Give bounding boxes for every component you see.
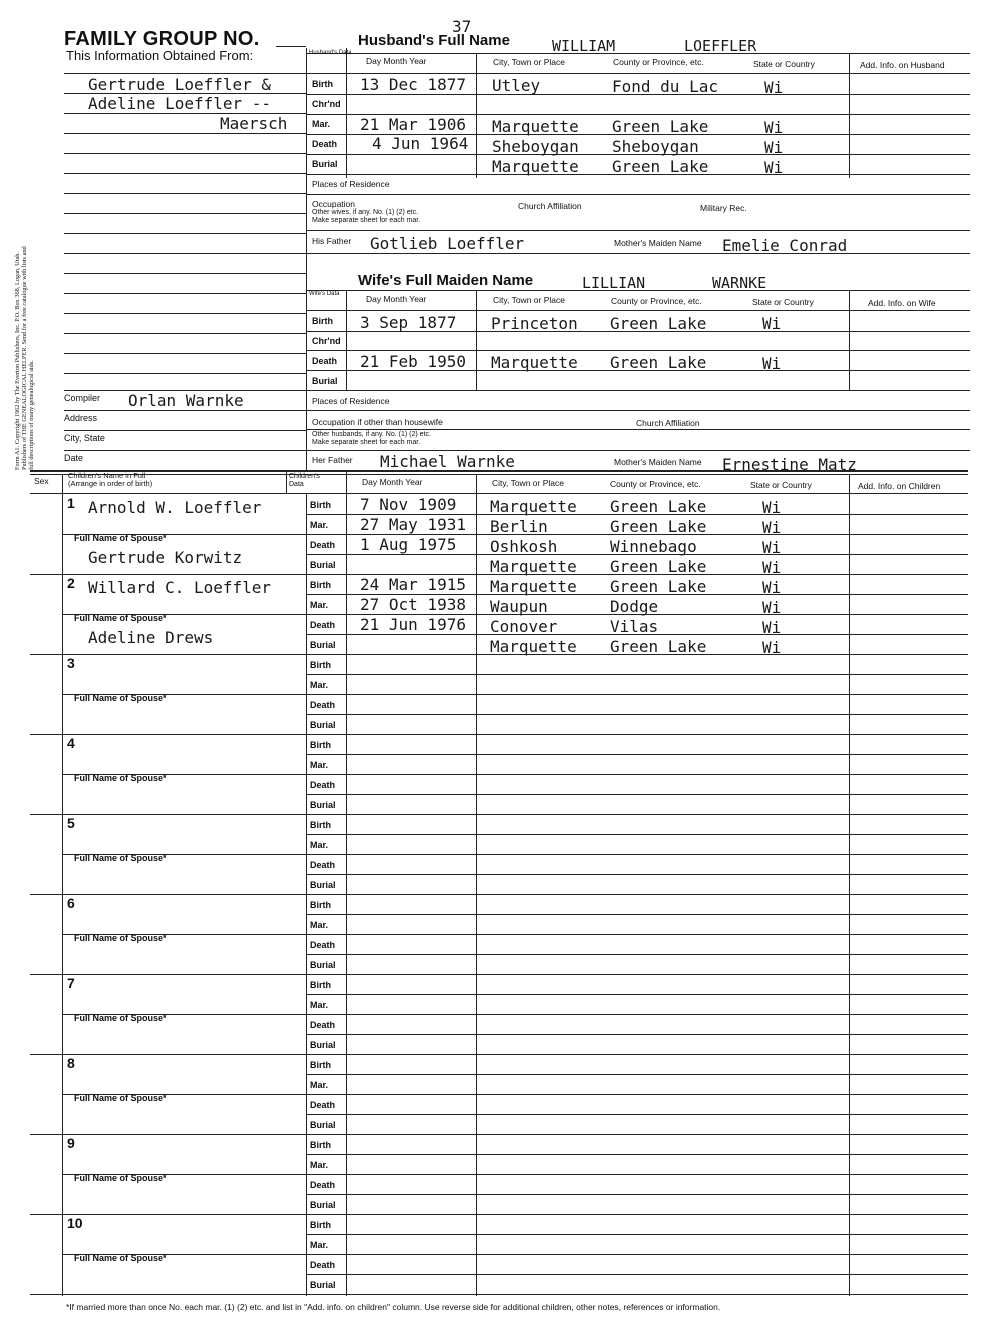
child-death-label: Death [310,780,336,790]
child-number: 9 [67,1135,75,1151]
wife-data-label: Wife's Data [309,291,340,297]
child-row-line [306,794,968,795]
add-children-header: Add. Info. on Children [858,481,941,491]
child-death-date: 1 Aug 1975 [360,535,457,554]
husband-data-label: Husband's Data [309,50,352,56]
child-marriage-city: Waupun [490,597,548,616]
husband-death-county: Sheboygan [612,137,699,156]
wife-birth-label: Birth [312,316,333,326]
child-death-label: Death [310,620,336,630]
child-sex-divider [30,1054,62,1055]
child-marriage-county: Green Lake [610,517,707,536]
husband-mar-county: Green Lake [612,117,709,136]
child-marriage-label: Mar. [310,600,329,610]
child-spouse-label: Full Name of Spouse* [74,613,167,623]
child-marriage-date: 27 May 1931 [360,515,466,534]
child-burial-label: Burial [310,800,336,810]
wife-birth-state: Wi [762,314,782,333]
child-row-line [306,774,968,775]
child-row-line [306,674,968,675]
wife-name-label: Wife's Full Maiden Name [358,272,534,289]
child-spouse-label: Full Name of Spouse* [74,693,167,703]
footnote: *If married more than once No. each mar. (1) (2) etc. and list in "Add. info. on children" column. Use reverse side for additional children, other notes, references or information. [66,1302,721,1312]
child-number: 1 [67,495,75,511]
child-block-divider [62,574,306,575]
his-father-label: His Father [312,236,352,246]
child-spouse-label: Full Name of Spouse* [74,1253,167,1263]
child-birth-label: Birth [310,1140,331,1150]
state-header: State or Country [753,59,815,69]
husband-death-state: Wi [764,138,784,157]
child-birth-date: 24 Mar 1915 [360,575,466,594]
add-wife-header: Add. Info. on Wife [868,298,936,308]
child-number: 3 [67,655,75,671]
wife-last-name: WARNKE [712,274,767,292]
child-birth-label: Birth [310,820,331,830]
info-from-label: This Information Obtained From: [66,48,254,63]
page-number: 37 [452,17,472,36]
wife-occupation-label: Occupation if other than housewife [312,417,443,427]
wife-chrnd-label: Chr'nd [312,336,341,346]
child-row-line [306,834,968,835]
child-birth-label: Birth [310,1060,331,1070]
child-row-line [306,914,968,915]
child-burial-city: Marquette [490,557,577,576]
child-marriage-label: Mar. [310,840,329,850]
children-data-label: Children's Data [289,473,320,488]
compiler-name: Orlan Warnke [128,391,244,410]
child-death-label: Death [310,1180,336,1190]
child-marriage-label: Mar. [310,680,329,690]
other-husbands-label: Other husbands, if any. No. (1) (2) etc. [312,431,431,438]
child-row-line [306,854,968,855]
wife-birth-county: Green Lake [610,314,707,333]
husband-church-label: Church Affiliation [518,201,582,211]
child-block-divider [62,654,306,655]
wife-dmy-header: Day Month Year [366,294,427,304]
child-row-line [306,1034,968,1035]
child-block-divider [62,1214,306,1215]
child-burial-label: Burial [310,720,336,730]
child-death-county: Winnebago [610,537,697,556]
husband-mar-state: Wi [764,118,784,137]
husband-mar-city: Marquette [492,117,579,136]
child-birth-county: Green Lake [610,497,707,516]
child-death-label: Death [310,700,336,710]
child-death-label: Death [310,540,336,550]
child-row-line [306,1174,968,1175]
husband-death-city: Sheboygan [492,137,579,156]
child-row-line [306,1294,968,1295]
husband-death-date: 4 Jun 1964 [372,134,469,153]
child-burial-label: Burial [310,640,336,650]
child-spouse-label: Full Name of Spouse* [74,1093,167,1103]
wife-death-state: Wi [762,354,782,373]
child-birth-state: Wi [762,498,782,517]
husband-name-label: Husband's Full Name [358,32,510,49]
source-line-2: Adeline Loeffler -- [88,94,272,113]
child-death-label: Death [310,1020,336,1030]
child-death-city: Conover [490,617,558,636]
child-row-line [306,874,968,875]
child-death-state: Wi [762,618,782,637]
city-header: City, Town or Place [493,57,565,67]
wife-birth-date: 3 Sep 1877 [360,313,457,332]
form-title: FAMILY GROUP NO. [64,28,260,50]
his-mother-label: Mother's Maiden Name [614,238,702,248]
child-sex-divider [30,1134,62,1135]
husband-first-name: WILLIAM [552,37,616,55]
child-row-line [306,1214,968,1215]
child-block-divider [62,1294,306,1295]
child-block-divider [62,974,306,975]
child-death-label: Death [310,860,336,870]
child-sex-divider [30,574,62,575]
child-block-divider [62,1134,306,1135]
child-burial-state: Wi [762,638,782,657]
husband-burial-label: Burial [312,159,338,169]
child-burial-label: Burial [310,880,336,890]
child-number: 6 [67,895,75,911]
child-row-line [306,1154,968,1155]
child-marriage-date: 27 Oct 1938 [360,595,466,614]
source-line-3: Maersch [220,114,288,133]
child-spouse-label: Full Name of Spouse* [74,773,167,783]
child-number: 8 [67,1055,75,1071]
child-number: 10 [67,1215,83,1231]
husband-birth-county: Fond du Lac [612,77,718,96]
husband-birth-date: 13 Dec 1877 [360,75,466,94]
child-burial-label: Burial [310,560,336,570]
child-sex-divider [30,894,62,895]
wife-birth-city: Princeton [491,314,578,333]
wife-death-county: Green Lake [610,353,707,372]
child-burial-label: Burial [310,1280,336,1290]
child-row-line [306,1014,968,1015]
child-number: 5 [67,815,75,831]
child-block-divider [62,1054,306,1055]
child-marriage-label: Mar. [310,1160,329,1170]
child-row-line [306,814,968,815]
wife-death-label: Death [312,356,338,366]
child-spouse-label: Full Name of Spouse* [74,853,167,863]
child-name: Arnold W. Loeffler [88,498,262,517]
child-birth-label: Birth [310,900,331,910]
husband-mar-date: 21 Mar 1906 [360,115,466,134]
other-wives-label: Other wives, if any. No. (1) (2) etc. [312,209,419,216]
child-row-line [306,954,968,955]
children-dmy-header: Day Month Year [362,477,423,487]
his-father: Gotlieb Loeffler [370,234,525,253]
child-sex-divider [30,1214,62,1215]
child-number: 7 [67,975,75,991]
side-copyright: Form A1. Copyright 1962 by The Everton Publishers, Inc. P.O. Box 368, Logan, Utah. Publishers of THE GENEALOGICAL HELPER. Send for a free catalogue with lists and full descriptions of many genealogical aids. [14,246,35,470]
child-row-line [306,714,968,715]
child-row-line [306,1094,968,1095]
child-birth-state: Wi [762,578,782,597]
child-birth-label: Birth [310,580,331,590]
child-block-divider [62,734,306,735]
children-state-header: State or Country [750,480,812,490]
child-marriage-label: Mar. [310,1240,329,1250]
child-marriage-label: Mar. [310,1000,329,1010]
child-death-label: Death [310,1260,336,1270]
child-name: Willard C. Loeffler [88,578,272,597]
husband-occupation-label: Occupation [312,199,355,209]
her-mother: Ernestine Matz [722,455,857,474]
child-row-line [306,734,968,735]
child-marriage-state: Wi [762,598,782,617]
child-death-label: Death [310,1100,336,1110]
child-marriage-label: Mar. [310,920,329,930]
wife-burial-label: Burial [312,376,338,386]
wife-city-header: City, Town or Place [493,295,565,305]
wife-residence-label: Places of Residence [312,396,390,406]
child-row-line [306,1054,968,1055]
child-row-line [306,934,968,935]
city-state-label: City, State [64,433,105,443]
husband-mar-label: Mar. [312,119,331,129]
add-husband-header: Add. Info. on Husband [860,60,945,70]
child-row-line [306,1134,968,1135]
husband-birth-state: Wi [764,78,784,97]
child-burial-label: Burial [310,1200,336,1210]
husband-death-label: Death [312,139,338,149]
her-mother-label: Mother's Maiden Name [614,457,702,467]
child-row-line [306,894,968,895]
child-death-label: Death [310,940,336,950]
child-birth-label: Birth [310,660,331,670]
child-row-line [306,1194,968,1195]
wife-first-name: LILLIAN [582,274,646,292]
other-husbands-label-2: Make separate sheet for each mar. [312,439,421,446]
child-row-line [306,1114,968,1115]
children-city-header: City, Town or Place [492,478,564,488]
husband-birth-label: Birth [312,79,333,89]
child-burial-county: Green Lake [610,557,707,576]
child-burial-county: Green Lake [610,637,707,656]
child-row-line [306,754,968,755]
child-spouse-name: Adeline Drews [88,628,214,647]
date-label: Date [64,453,84,463]
child-row-line [306,1274,968,1275]
dmy-header: Day Month Year [366,56,427,66]
child-burial-label: Burial [310,1040,336,1050]
child-marriage-state: Wi [762,518,782,537]
husband-burial-county: Green Lake [612,157,709,176]
child-sex-divider [30,1294,62,1295]
child-number: 4 [67,735,75,751]
child-birth-label: Birth [310,1220,331,1230]
child-row-line [306,1234,968,1235]
child-birth-county: Green Lake [610,577,707,596]
child-row-line [306,974,968,975]
child-birth-label: Birth [310,740,331,750]
children-name-label-2: (Arrange in order of birth) [68,479,153,488]
husband-burial-state: Wi [764,158,784,177]
child-birth-city: Marquette [490,577,577,596]
child-spouse-label: Full Name of Spouse* [74,933,167,943]
child-block-divider [62,814,306,815]
her-father: Michael Warnke [380,452,515,471]
child-marriage-label: Mar. [310,760,329,770]
source-line-1: Gertrude Loeffler & [88,75,272,94]
military-label: Military Rec. [700,203,747,213]
child-burial-label: Burial [310,960,336,970]
child-block-divider [62,894,306,895]
husband-birth-city: Utley [492,76,541,95]
child-row-line [306,1074,968,1075]
child-marriage-county: Dodge [610,597,659,616]
child-spouse-name: Gertrude Korwitz [88,548,243,567]
wife-church-label: Church Affiliation [636,418,700,428]
his-mother: Emelie Conrad [722,236,848,255]
child-sex-divider [30,814,62,815]
child-burial-city: Marquette [490,637,577,656]
child-birth-label: Birth [310,980,331,990]
address-label: Address [64,413,98,423]
sex-label: Sex [34,476,49,486]
child-sex-divider [30,654,62,655]
child-spouse-label: Full Name of Spouse* [74,1173,167,1183]
her-father-label: Her Father [312,455,353,465]
child-death-county: Vilas [610,617,659,636]
children-name-label: Children's Name in Full [68,471,146,480]
husband-burial-city: Marquette [492,157,579,176]
child-row-line [306,994,968,995]
compiler-label: Compiler [64,393,101,403]
child-spouse-label: Full Name of Spouse* [74,1013,167,1023]
child-row-line [306,694,968,695]
child-marriage-city: Berlin [490,517,548,536]
husband-chrnd-label: Chr'nd [312,99,341,109]
child-birth-date: 7 Nov 1909 [360,495,457,514]
husband-last-name: LOEFFLER [684,37,757,55]
wife-death-date: 21 Feb 1950 [360,352,466,371]
child-death-date: 21 Jun 1976 [360,615,466,634]
child-birth-label: Birth [310,500,331,510]
child-burial-state: Wi [762,558,782,577]
child-death-state: Wi [762,538,782,557]
child-number: 2 [67,575,75,591]
child-marriage-label: Mar. [310,1080,329,1090]
child-sex-divider [30,974,62,975]
child-burial-label: Burial [310,1120,336,1130]
county-header: County or Province, etc. [613,57,704,67]
child-spouse-label: Full Name of Spouse* [74,533,167,543]
child-birth-city: Marquette [490,497,577,516]
children-county-header: County or Province, etc. [610,479,701,489]
other-wives-label-2: Make separate sheet for each mar. [312,217,421,224]
husband-residence-label: Places of Residence [312,179,390,189]
wife-state-header: State or Country [752,297,814,307]
child-death-city: Oshkosh [490,537,558,556]
child-marriage-label: Mar. [310,520,329,530]
child-row-line [306,1254,968,1255]
wife-death-city: Marquette [491,353,578,372]
wife-county-header: County or Province, etc. [611,296,702,306]
child-sex-divider [30,734,62,735]
